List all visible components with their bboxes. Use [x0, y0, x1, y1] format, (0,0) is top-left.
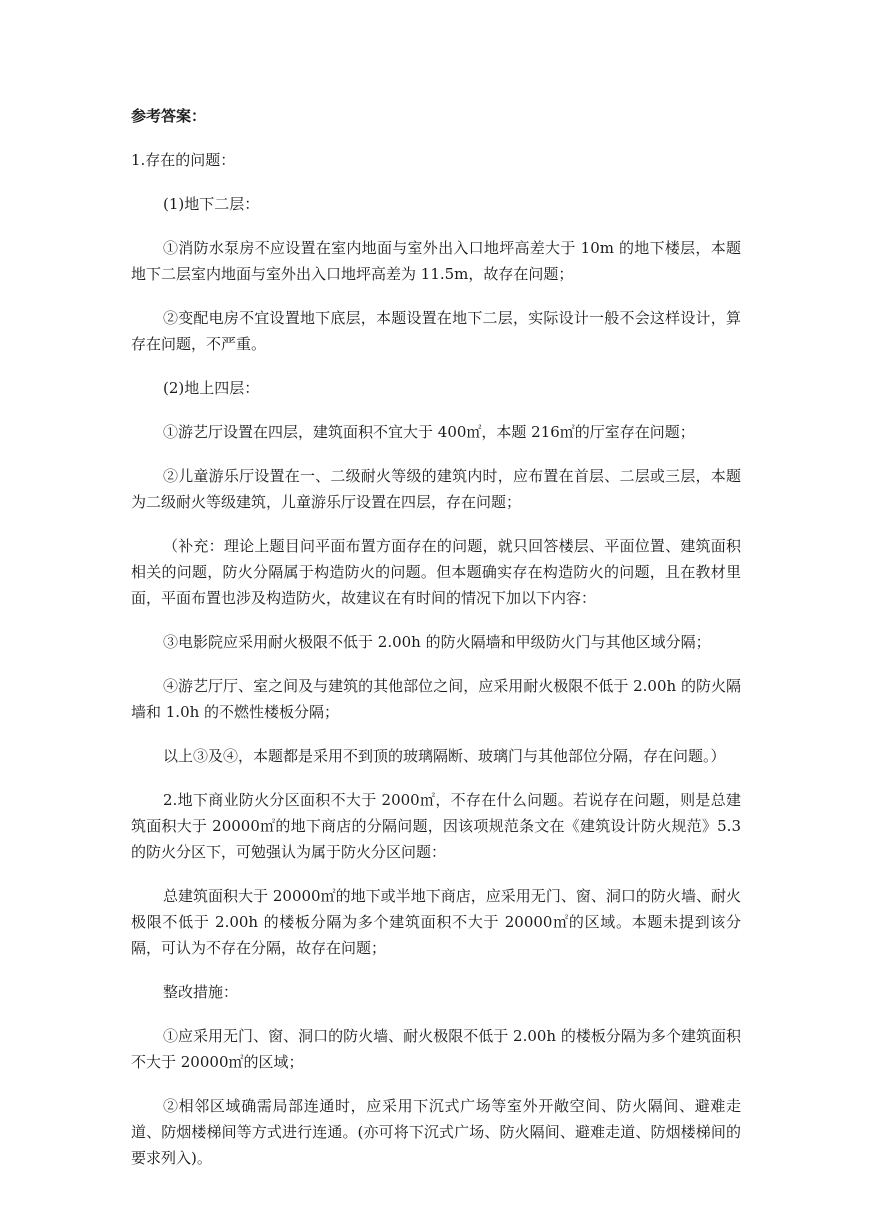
- subsection-basement-2: (1)地下二层：: [163, 195, 260, 213]
- paragraph-game-hall-separation: ④游艺厅厅、室之间及与建筑的其他部位之间，应采用耐火极限不低于 2.00h 的防火隔墙和 1.0h 的不燃性楼板分隔；: [131, 677, 741, 721]
- section-2-paragraph: 2.地下商业防火分区面积不大于 2000㎡，不存在什么问题。若说存在问题，则是总建筑面积大于 20000㎡的地下商店的分隔问题，因该项规范条文在《建筑设计防火规范》5.3 的防火分区下，可勉强认为属于防火分区问题：: [131, 791, 741, 861]
- document-body: [131, 103, 741, 1189]
- subsection-floor-4: (2)地上四层：: [163, 379, 260, 397]
- rectification-item-2: ②相邻区域确需局部连通时，应采用下沉式广场等室外开敞空间、防火隔间、避难走道、防烟楼梯间等方式进行连通。(亦可将下沉式广场、防火隔间、避难走道、防烟楼梯间的要求列入)。: [131, 1097, 741, 1167]
- rectification-item-1: ①应采用无门、窗、洞口的防火墙、耐火极限不低于 2.00h 的楼板分隔为多个建筑面积不大于 20000㎡的区域；: [131, 1027, 741, 1071]
- rectification-heading: 整改措施：: [163, 983, 239, 1001]
- paragraph-underground-store: 总建筑面积大于 20000㎡的地下或半地下商店，应采用无门、窗、洞口的防火墙、耐火极限不低于 2.00h 的楼板分隔为多个建筑面积不大于 20000㎡的区域。本题未提到该分隔，可认为不存在分隔，故存在问题；: [131, 887, 741, 957]
- paragraph-substation: ②变配电房不宜设置地下底层，本题设置在地下二层，实际设计一般不会这样设计，算存在问题，不严重。: [131, 309, 741, 353]
- paragraph-supplement: （补充：理论上题目问平面布置方面存在的问题，就只回答楼层、平面位置、建筑面积相关的问题，防火分隔属于构造防火的问题。但本题确实存在构造防火的问题，且在教材里面，平面布置也涉及构造防火，故建议在有时间的情况下加以下内容：: [131, 537, 741, 607]
- answer-heading: 参考答案：: [131, 107, 207, 125]
- section-1-heading: 1.存在的问题：: [131, 151, 236, 169]
- paragraph-glass-partition: 以上③及④，本题都是采用不到顶的玻璃隔断、玻璃门与其他部位分隔，存在问题。）: [163, 747, 726, 765]
- paragraph-game-hall: ①游艺厅设置在四层，建筑面积不宜大于 400㎡，本题 216㎡的厅室存在问题；: [163, 423, 695, 441]
- paragraph-cinema: ③电影院应采用耐火极限不低于 2.00h 的防火隔墙和甲级防火门与其他区域分隔；: [163, 633, 711, 651]
- paragraph-children-hall: ②儿童游乐厅设置在一、二级耐火等级的建筑内时，应布置在首层、二层或三层，本题为二级耐火等级建筑，儿童游乐厅设置在四层，存在问题；: [131, 467, 741, 511]
- paragraph-fire-pump-room: ①消防水泵房不应设置在室内地面与室外出入口地坪高差大于 10m 的地下楼层，本题地下二层室内地面与室外出入口地坪高差为 11.5m，故存在问题；: [131, 239, 741, 283]
